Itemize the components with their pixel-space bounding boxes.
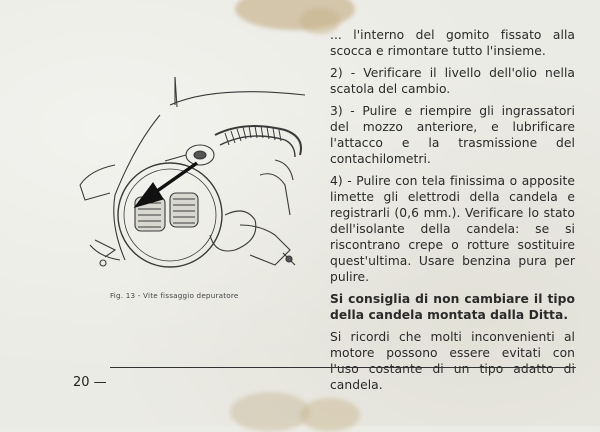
figure-caption: Fig. 13 - Vite fissaggio depuratore: [110, 291, 239, 300]
paper-stain: [300, 398, 360, 432]
page-number: 20 —: [73, 375, 107, 390]
paragraph-6: Si ricordi che molti inconvenienti al motore possono essere evitati con l'uso costante di un tipo adatto di candela.: [330, 330, 575, 392]
paragraph-5-bold: Si consiglia di non cambiare il tipo della candela montata dalla Ditta.: [330, 292, 575, 322]
paper-stain: [230, 392, 310, 432]
paragraph-1: ... l'interno del gomito fissato alla scocca e rimontare tutto l'insieme.: [330, 28, 575, 58]
body-text: [330, 27, 575, 399]
paragraph-3: 3) - Pulire e riempire gli ingrassatori del mozzo anteriore, e lubrificare l'attacco e la trasmissione del contachilometri.: [330, 104, 575, 166]
footer-rule: [110, 367, 576, 368]
paragraph-2: 2) - Verificare il livello dell'olio nella scatola del cambio.: [330, 66, 575, 96]
engine-illustration: [75, 75, 310, 285]
paragraph-4: 4) - Pulire con tela finissima o apposite limette gli elettrodi della candela e registrarli (0,6 mm.). Verificare lo stato dell'isolante della candela: se si riscontrano crepe o rotture sostituire quest'ultima. Usare benzina pura per pulire.: [330, 174, 575, 284]
